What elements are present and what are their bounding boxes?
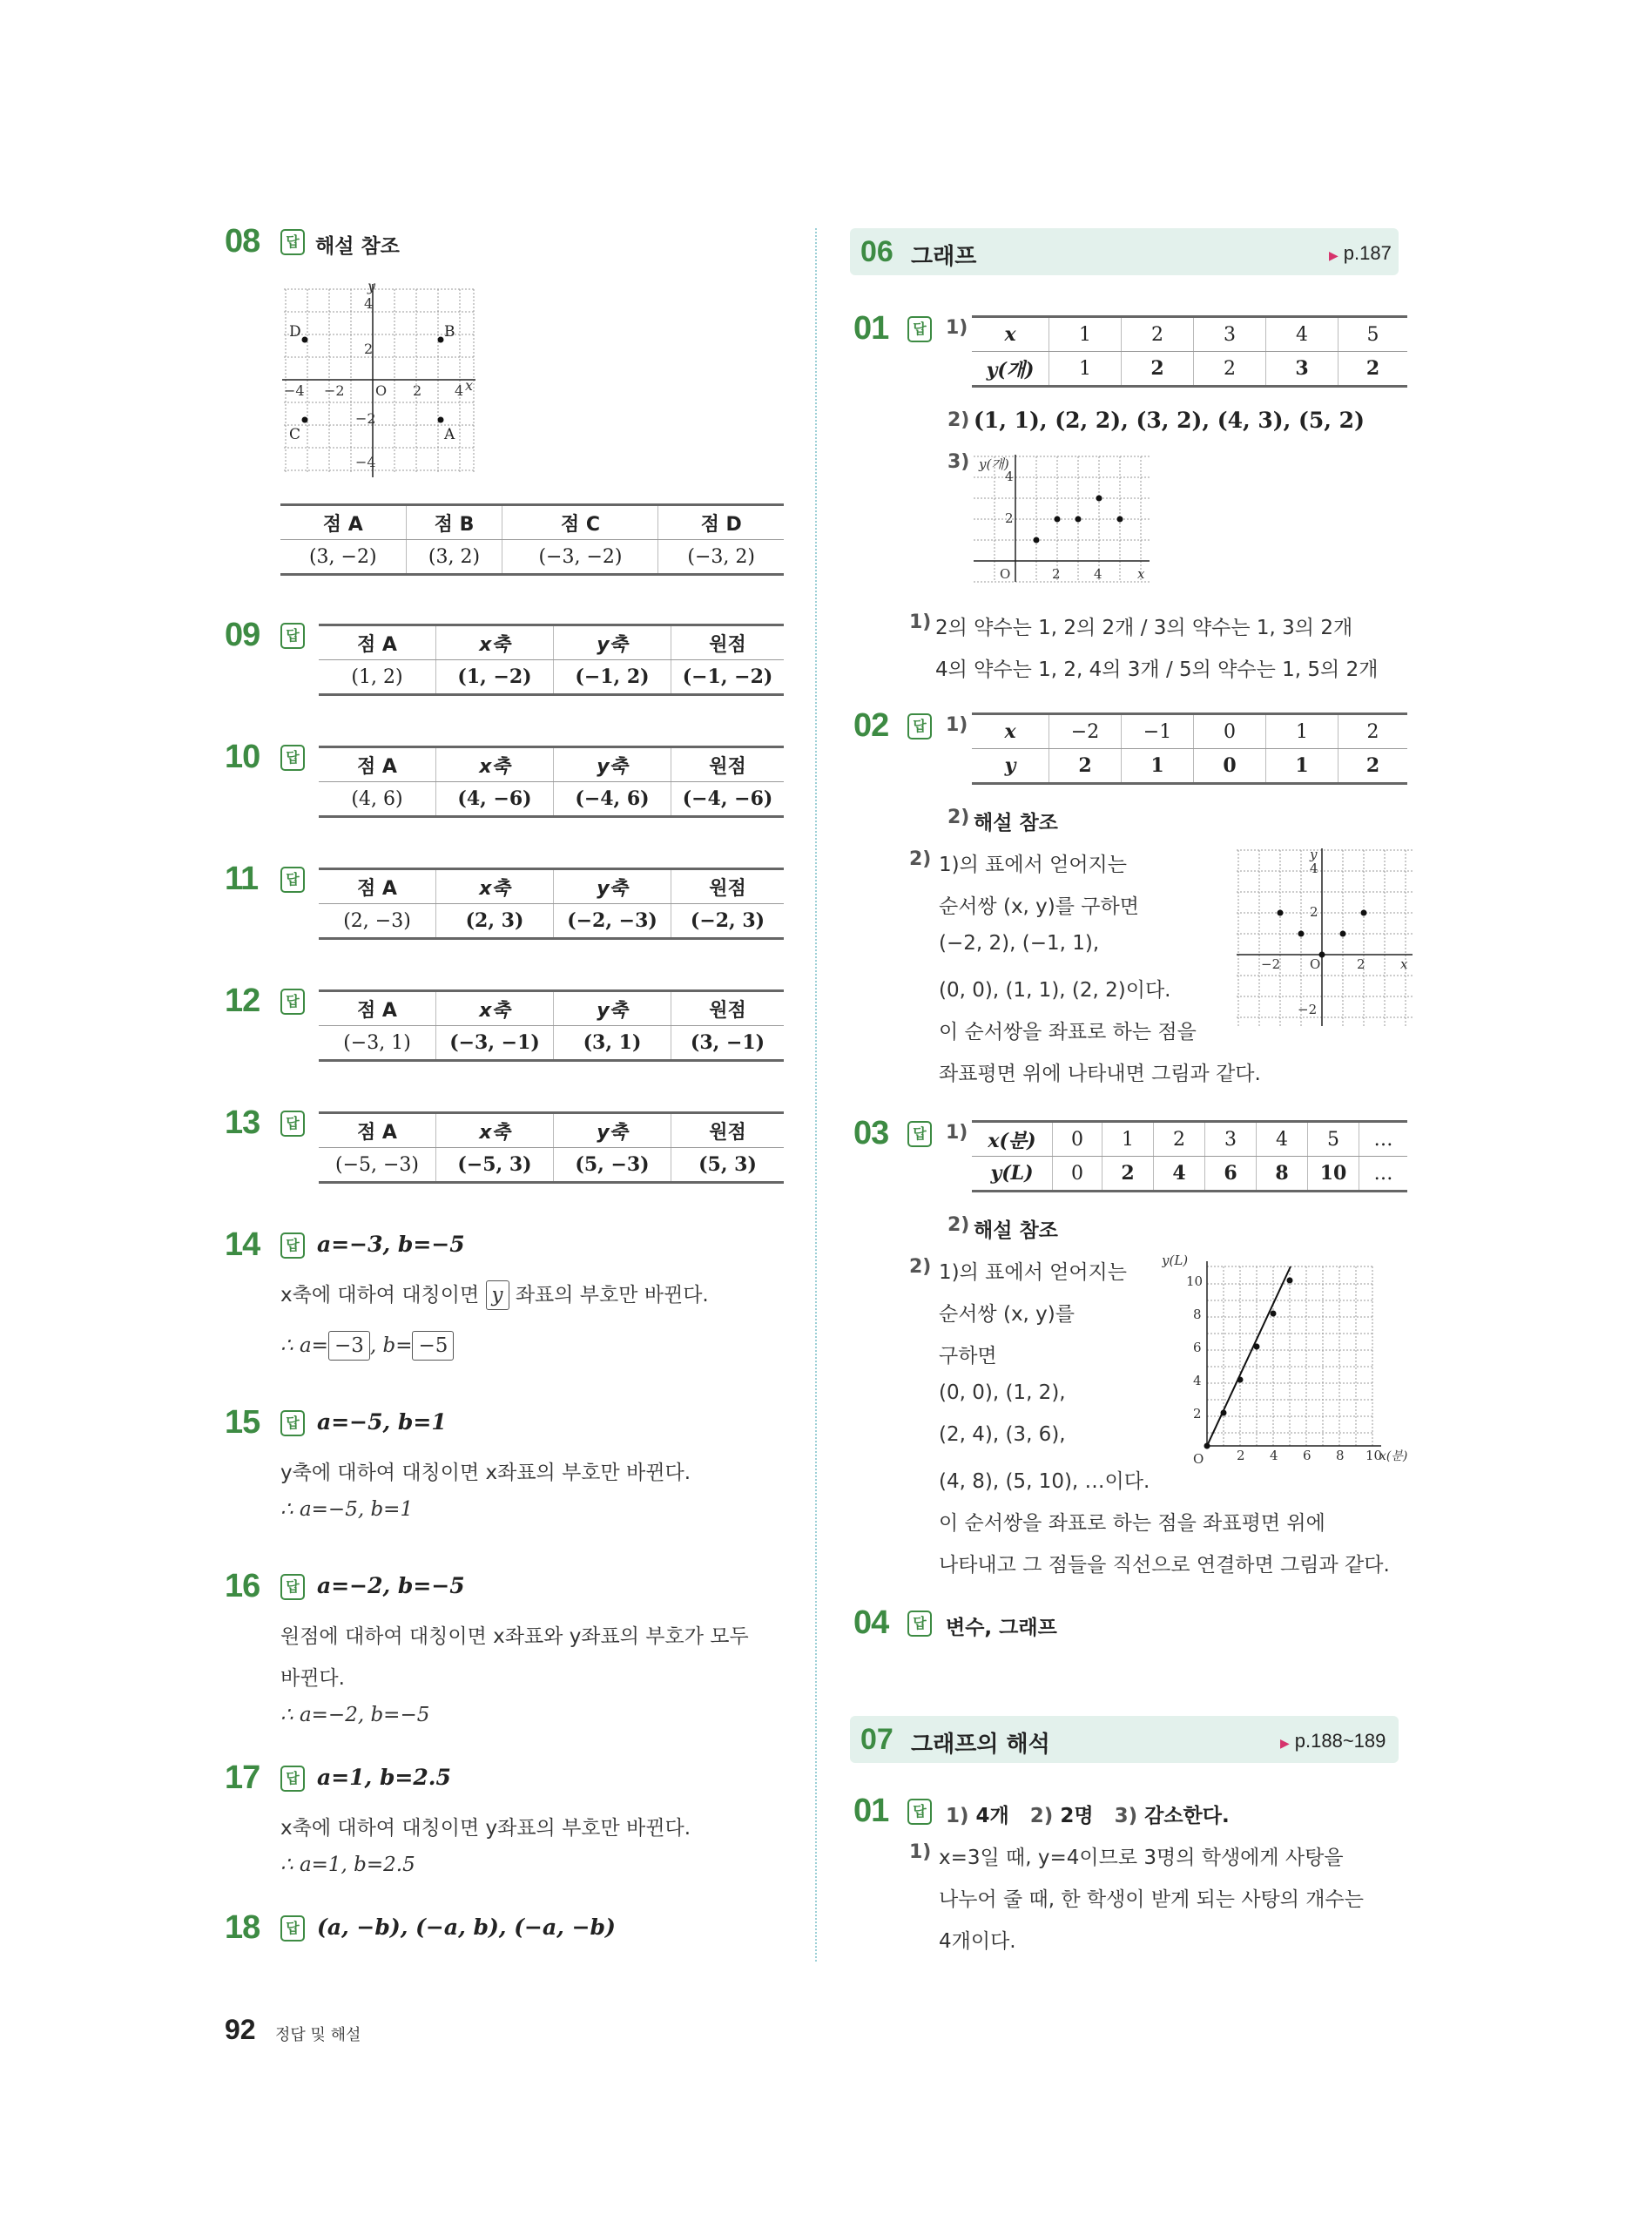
table-header: x축 [436,1113,554,1148]
tick-label: 2 [1357,956,1365,972]
table-header: 원점 [671,991,785,1026]
q16-line1: 원점에 대하여 대칭이면 x좌표와 y좌표의 부호가 모두 [280,1625,749,1648]
part-number: 2) [947,1214,970,1236]
table-header: 원점 [671,1113,785,1148]
data-point [1221,1410,1227,1416]
table-header: 원점 [671,869,785,904]
r-q02-table: x −2 −1 0 1 2 y 2 1 0 1 2 [972,712,1407,785]
answer-badge: 답 [280,867,305,893]
r-q02-explanation: 1)의 표에서 얻어지는 [939,854,1127,876]
table-header: x축 [436,869,554,904]
r-q04-number: 04 [853,1604,889,1641]
tick-label: 8 [1193,1307,1202,1322]
tick-label: 4 [1270,1448,1278,1463]
part-number: 1) [946,317,968,339]
section-title: 그래프의 해석 [911,1732,1050,1758]
answer-badge: 답 [280,989,305,1015]
tick-label: O [1193,1451,1204,1467]
answer-badge: 답 [280,1232,305,1259]
data-point [1319,952,1325,958]
data-point [1237,1377,1244,1383]
table-cell: (2, 3) [436,904,554,939]
table-cell: (5, −3) [554,1148,671,1183]
tick-label: −2 [324,382,345,399]
table-header: 점 A [319,1113,436,1148]
section-number: 07 [860,1723,893,1756]
tick-label: 4 [1193,1373,1202,1388]
table-cell: (3, 1) [554,1026,671,1061]
answer-badge: 답 [280,623,305,649]
r-q03-graph [1162,1251,1419,1469]
data-point [1340,931,1346,937]
tick-label: O [1310,956,1321,972]
q15-line1: y축에 대하여 대칭이면 x좌표의 부호만 바뀐다. [280,1462,691,1484]
table-cell: (3, 2) [406,540,502,575]
r-q02-graph [1235,847,1414,1030]
data-point [1117,517,1123,523]
table-cell: (−5, −3) [319,1148,436,1183]
r-q01-explanation-line2: 4의 약수는 1, 2, 4의 3개 / 5의 약수는 1, 5의 2개 [935,658,1379,681]
r-q01b-answer: 1) 4개 2) 2명 3) 감소한다. [946,1805,1230,1827]
table-cell: (−2, 3) [671,904,785,939]
tick-label: 6 [1303,1448,1311,1463]
tick-label: 2 [1193,1406,1202,1422]
table-header: 점 A [319,869,436,904]
blank-box: −5 [412,1331,454,1361]
answer-badge: 답 [280,1574,305,1600]
table-header: 점 C [502,505,658,540]
tick-label: 8 [1336,1448,1345,1463]
table-header: y축 [554,869,671,904]
answer-badge: 답 [907,1611,932,1637]
r-q03-explanation: 순서쌍 (x, y)를 [939,1303,1075,1326]
r-q03-part2-answer: 해설 참조 [974,1219,1058,1242]
q18-number: 18 [225,1909,260,1946]
r-q02-explanation: 이 순서쌍을 좌표로 하는 점을 [939,1021,1197,1043]
point-label-d: D [289,323,301,341]
r-q01-graph [972,451,1155,591]
data-point [1254,1344,1260,1350]
q15-answer: a=−5, b=1 [317,1409,447,1435]
q17-line1: x축에 대하여 대칭이면 y좌표의 부호만 바뀐다. [280,1817,691,1840]
q14-number: 14 [225,1226,260,1263]
table-cell: (1, 2) [319,660,436,695]
r-q03-explanation: (2, 4), (3, 6), [939,1423,1066,1446]
triangle-icon: ▶ [1329,248,1338,262]
q16-line2: 바뀐다. [280,1667,345,1690]
q08-table [280,503,784,576]
tick-label: 2 [413,382,422,399]
section-06-header [850,228,1399,275]
data-point [1298,931,1305,937]
table-cell: (2, −3) [319,904,436,939]
part-number: 2) [947,409,970,431]
tick-label: −4 [284,382,305,399]
q16-number: 16 [225,1568,260,1604]
table-header: y축 [554,747,671,782]
section-title: 그래프 [911,244,977,270]
q13-table [319,1111,784,1184]
table-header: x축 [436,991,554,1026]
blank-box: y [486,1280,509,1310]
r-q01b-explanation: 나누어 줄 때, 한 학생이 받게 되는 사탕의 개수는 [939,1888,1364,1911]
part-number: 1) [909,611,932,633]
part-number: 2) [947,807,970,828]
q17-line2: ∴ a=1, b=2.5 [280,1854,415,1876]
q08-coordinate-graph [280,280,479,479]
table-cell: (−1, −2) [671,660,785,695]
table-header: 점 A [319,991,436,1026]
answer-badge: 답 [280,1410,305,1436]
point-label-c: C [289,426,301,443]
tick-label: −2 [1298,1002,1318,1017]
q17-answer: a=1, b=2.5 [317,1765,451,1790]
tick-label: 10 [1186,1273,1204,1289]
tick-label: 2 [364,341,374,357]
q14-line1: x축에 대하여 대칭이면 y 좌표의 부호만 바뀐다. [280,1279,709,1310]
tick-label: 4 [1094,566,1102,582]
q12-number: 12 [225,983,260,1019]
r-q03-number: 03 [853,1115,889,1151]
footer-label: 정답 및 해설 [275,2026,361,2044]
data-point [1361,910,1367,916]
answer-badge: 답 [907,1121,932,1147]
q17-number: 17 [225,1759,260,1796]
point-label-b: B [444,323,455,341]
data-point [1278,910,1284,916]
tick-label: −4 [355,454,376,470]
blank-box: −3 [328,1331,370,1361]
table-header: 원점 [671,625,785,660]
q10-number: 10 [225,739,260,775]
answer-badge: 답 [280,745,305,771]
r-q02-explanation: 순서쌍 (x, y)를 구하면 [939,895,1139,918]
data-point [1055,517,1061,523]
q16-line3: ∴ a=−2, b=−5 [280,1704,430,1726]
r-q03-explanation: (4, 8), (5, 10), …이다. [939,1470,1150,1493]
r-q01b-explanation: x=3일 때, y=4이므로 3명의 학생에게 사탕을 [939,1847,1344,1869]
answer-badge: 답 [280,1111,305,1137]
data-point [1287,1278,1293,1284]
q15-line2: ∴ a=−5, b=1 [280,1498,414,1521]
tick-label: 2 [1005,510,1014,526]
r-q01b-number: 01 [853,1793,889,1829]
axis-label-x: x(분) [1379,1449,1408,1463]
triangle-icon: ▶ [1280,1736,1290,1750]
answer-badge: 답 [280,1766,305,1792]
tick-label: O [1000,566,1011,582]
answer-badge: 답 [907,1799,932,1825]
r-q02-part2-answer: 해설 참조 [974,812,1058,834]
table-header: y축 [554,1113,671,1148]
axis-label-y: y(개) [979,456,1009,472]
answer-badge: 답 [907,713,932,739]
axis-label-y: y(L) [1162,1253,1189,1268]
table-header: 원점 [671,747,785,782]
q11-number: 11 [225,861,259,897]
table-header: y축 [554,991,671,1026]
part-number: 1) [909,1841,932,1863]
r-q02-explanation: 좌표평면 위에 나타내면 그림과 같다. [939,1063,1261,1085]
part-number: 2) [909,848,932,870]
q14-answer: a=−3, b=−5 [317,1232,465,1257]
table-cell: (5, 3) [671,1148,785,1183]
table-header: 점 A [280,505,406,540]
r-q03-table: x(분) 0 1 2 3 4 5 … y(L) 0 2 4 6 8 10 … [972,1120,1407,1192]
tick-label: 4 [1005,469,1014,484]
section-07-header [850,1716,1399,1763]
r-q02-explanation: (0, 0), (1, 1), (2, 2)이다. [939,979,1171,1002]
q15-number: 15 [225,1404,260,1441]
q12-table [319,989,784,1062]
r-q02-explanation: (−2, 2), (−1, 1), [939,932,1100,955]
part-number: 1) [946,714,968,736]
point-c [302,417,308,423]
point-d [302,337,308,343]
r-q03-explanation: 1)의 표에서 얻어지는 [939,1261,1127,1284]
table-cell: (−3, −1) [436,1026,554,1061]
tick-label: 2 [1052,566,1061,582]
table-cell: (4, −6) [436,782,554,817]
r-q01-table: x 1 2 3 4 5 y(개) 1 2 2 3 2 [972,315,1407,388]
column-divider [815,228,817,1962]
data-point [1271,1311,1277,1317]
q09-number: 09 [225,617,260,653]
r-q01-explanation-line1: 2의 약수는 1, 2의 2개 / 3의 약수는 1, 3의 2개 [935,617,1353,639]
answer-badge: 답 [280,1915,305,1942]
axis-label-x: x [465,377,474,394]
table-cell: (−4, 6) [554,782,671,817]
section-number: 06 [860,235,893,268]
q18-answer: (a, −b), (−a, b), (−a, −b) [317,1914,616,1940]
data-point [1096,496,1102,502]
point-label-a: A [444,426,455,443]
r-q01-part2-answer: (1, 1), (2, 2), (3, 2), (4, 3), (5, 2) [974,408,1365,433]
r-q03-explanation: 구하면 [939,1345,997,1367]
table-header: 점 A [319,747,436,782]
table-cell: (3, −2) [280,540,406,575]
data-point [1075,517,1082,523]
r-q03-explanation: 이 순서쌍을 좌표로 하는 점을 좌표평면 위에 [939,1512,1325,1535]
table-cell: (−3, −2) [502,540,658,575]
table-cell: (−4, −6) [671,782,785,817]
q09-table [319,624,784,696]
table-header: 점 B [406,505,502,540]
data-point [1204,1443,1210,1449]
axis-label-x: x [1400,956,1408,972]
tick-label: −2 [1261,956,1281,972]
answer-badge: 답 [907,316,932,342]
data-point [1034,537,1040,544]
table-cell: (4, 6) [319,782,436,817]
table-header: x축 [436,747,554,782]
r-q03-explanation: (0, 0), (1, 2), [939,1381,1066,1404]
page-number: 92 [225,2014,256,2045]
tick-label: 6 [1193,1340,1202,1355]
q13-number: 13 [225,1104,260,1141]
table-cell: (−3, 1) [319,1026,436,1061]
point-a [438,417,444,423]
table-header: x축 [436,625,554,660]
tick-label: −2 [355,410,376,427]
axis-label-y: y [1310,847,1318,862]
tick-label: 2 [1237,1448,1245,1463]
r-q03-explanation: 나타내고 그 점들을 직선으로 연결하면 그림과 같다. [939,1554,1390,1577]
r-q04-answer: 변수, 그래프 [946,1617,1057,1639]
table-cell: (1, −2) [436,660,554,695]
q08-answer: 해설 참조 [315,235,400,258]
page-reference: ▶ p.188~189 [1280,1730,1386,1752]
part-number: 1) [946,1122,968,1144]
axis-label-y: y [367,280,376,294]
axis-label-x: x [1137,566,1145,582]
table-cell: (−1, 2) [554,660,671,695]
table-cell: (−3, 2) [658,540,784,575]
r-q01b-explanation: 4개이다. [939,1930,1016,1953]
table-cell: (−5, 3) [436,1148,554,1183]
part-number: 3) [947,451,970,473]
table-header: y축 [554,625,671,660]
table-header: 점 A [319,625,436,660]
tick-label: 10 [1365,1448,1383,1463]
r-q02-number: 02 [853,707,889,744]
table-cell: (−2, −3) [554,904,671,939]
q14-line2: ∴ a= −3 , b= −5 [280,1331,454,1361]
q16-answer: a=−2, b=−5 [317,1573,465,1598]
tick-label: 4 [1310,861,1318,876]
q08-number: 08 [225,223,260,260]
tick-label: 4 [455,382,464,399]
r-q01-number: 01 [853,310,889,347]
tick-label: 4 [364,295,374,312]
tick-label: 2 [1310,904,1318,920]
q10-table [319,746,784,818]
q11-table [319,868,784,940]
part-number: 2) [909,1256,932,1278]
answer-badge: 답 [280,229,305,255]
tick-label: O [375,382,388,399]
table-cell: (3, −1) [671,1026,785,1061]
page-reference: ▶ p.187 [1329,242,1392,264]
point-b [438,337,444,343]
table-header: 점 D [658,505,784,540]
